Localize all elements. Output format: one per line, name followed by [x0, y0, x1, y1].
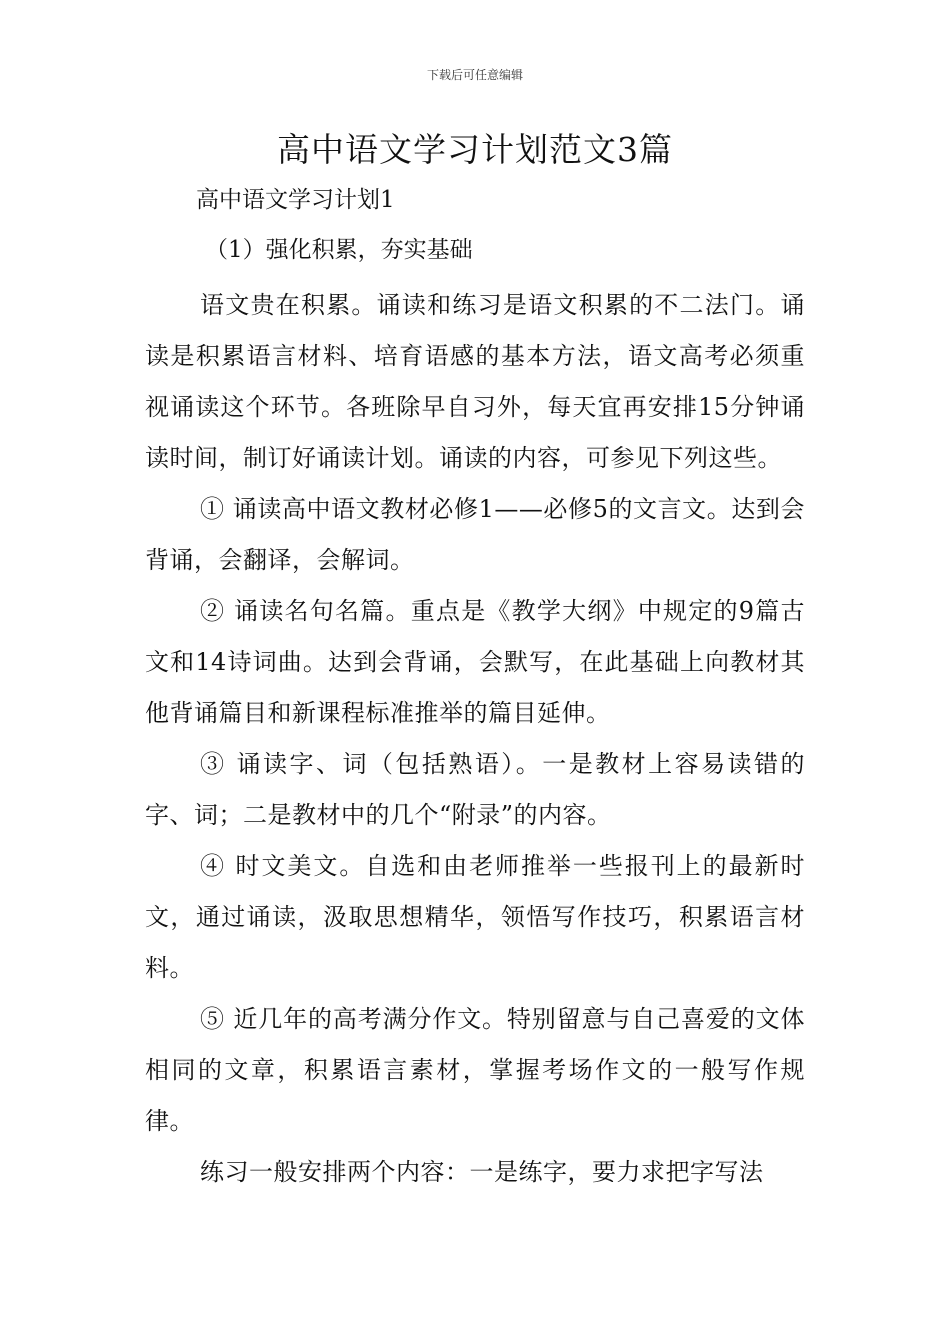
header-note: 下载后可任意编辑 [426, 68, 523, 82]
paragraph: 练习一般安排两个内容：一是练字，要力求把字写法 [200, 1158, 764, 1186]
paragraph: ② 诵读名句名篇。重点是《教学大纲》中规定的9篇古文和14诗词曲。达到会背诵，会默写，在此基础上向教材其他背诵篇目和新课程标准推举的篇目延伸。 [145, 597, 805, 727]
paragraph: ④ 时文美文。自选和由老师推举一些报刊上的最新时文，通过诵读，汲取思想精华，领悟写作技巧，积累语言材料。 [145, 852, 805, 982]
paragraph: ① 诵读高中语文教材必修1——必修5的文言文。达到会背诵，会翻译，会解词。 [145, 495, 805, 574]
paragraph: ③ 诵读字、词（包括熟语）。一是教材上容易读错的字、词；二是教材中的几个“附录”的内容。 [145, 750, 805, 829]
paragraph: ⑤ 近几年的高考满分作文。特别留意与自己喜爱的文体相同的文章，积累语言素材，掌握考场作文的一般写作规律。 [145, 1005, 805, 1135]
body-text [145, 280, 805, 1198]
subsection-title: （1）强化积累，夯实基础 [205, 237, 473, 263]
paragraph: 语文贵在积累。诵读和练习是语文积累的不二法门。诵读是积累语言材料、培育语感的基本方法，语文高考必须重视诵读这个环节。各班除早自习外，每天宜再安排15分钟诵读时间，制订好诵读计划。诵读的内容，可参见下列这些。 [145, 291, 805, 472]
section-title: 高中语文学习计划1 [196, 187, 395, 213]
document-title: 高中语文学习计划范文3篇 [277, 130, 673, 169]
